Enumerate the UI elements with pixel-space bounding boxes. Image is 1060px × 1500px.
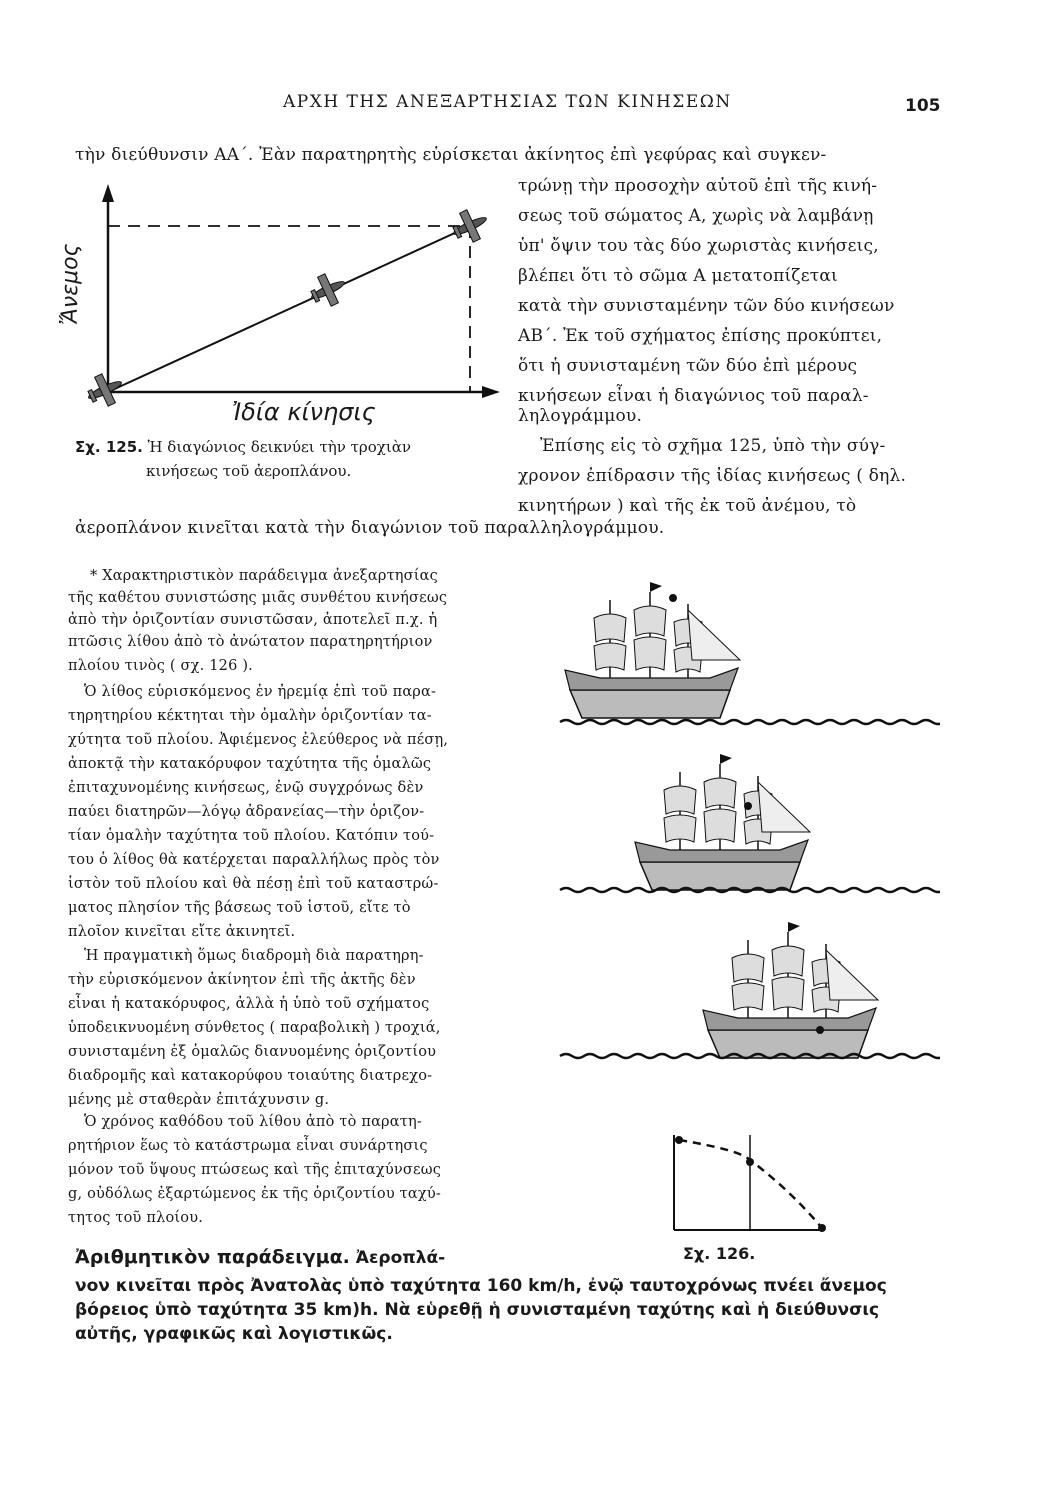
note-line: ἐπιταχυνομένης κινήσεως, ἐνῷ συγχρόνως δὲν <box>68 780 424 796</box>
ship-stone-fall-figure <box>540 560 940 1240</box>
caption-text: Ἡ διαγώνιος δεικνύει τὴν τροχιὰν <box>147 438 411 456</box>
wind-arrowhead <box>102 184 114 202</box>
intro-line: τρώνῃ τὴν προσοχὴν αὐτοῦ ἐπὶ τῆς κινή- <box>518 176 878 196</box>
note-line: ρητήριον ἕως τὸ κατάστρωμα εἶναι συνάρτησις <box>68 1138 428 1154</box>
ship-illustration <box>565 582 740 718</box>
note-line: τηρητηρίου κέκτηται τὴν ὁμαλὴν ὁριζοντίαν τα- <box>68 708 432 724</box>
example-line: βόρειος ὑπὸ ταχύτητα 35 km)h. Νὰ εὑρεθῇ ἡ συνισταμένη ταχύτης καὶ ἡ διεύθυνσις <box>75 1300 880 1320</box>
intro-line: βλέπει ὅτι τὸ σῶμα Α μετατοπίζεται <box>518 266 838 286</box>
own-motion-label: Ἰδία κίνησις <box>232 398 376 426</box>
intro-line: σεως τοῦ σώματος Α, χωρὶς νὰ λαμβάνῃ <box>518 206 874 226</box>
intro-line: ἀεροπλάνον κινεῖται κατὰ τὴν διαγώνιον τοῦ παραλληλογράμμου. <box>75 518 665 538</box>
stone-dot <box>816 1026 824 1034</box>
airplane-icon <box>305 268 351 312</box>
intro-line: ληλογράμμου. <box>518 406 643 426</box>
example-line <box>75 1246 445 1268</box>
stone-dot <box>744 802 752 810</box>
note-line: πλοῖον κινεῖται εἴτε ἀκινητεῖ. <box>68 924 296 940</box>
note-line: ἀπὸ τὴν ὁριζοντίαν συνιστῶσαν, ἀποτελεῖ π.χ. ἡ <box>68 612 438 628</box>
intro-line: τὴν διεύθυνσιν ΑΑ΄. Ἐὰν παρατηρητὴς εὑρίσκεται ἀκίνητος ἐπὶ γεφύρας καὶ συγκεν- <box>75 145 827 165</box>
figure-125-caption-line2: κινήσεως τοῦ ἀεροπλάνου. <box>146 462 352 480</box>
note-line: χύτητα τοῦ πλοίου. Ἀφιέμενος ἐλεύθερος νὰ πέσῃ, <box>68 732 449 748</box>
page-number: 105 <box>905 96 941 116</box>
note-line: τὴν εὑρισκόμενον ἀκίνητον ἐπὶ τῆς ἀκτῆς δὲν <box>68 972 416 988</box>
note-line: του ὁ λίθος θὰ κατέρχεται παραλλήλως πρὸς τὸν <box>68 852 440 868</box>
trajectory-point <box>818 1224 826 1232</box>
note-line: ματος πλησίον τῆς βάσεως τοῦ ἱστοῦ, εἴτε τὸ <box>68 900 411 916</box>
ship-illustration <box>635 754 810 890</box>
diagonal-trajectory <box>108 226 470 392</box>
note-line: πλοίου τινὸς ( σχ. 126 ). <box>68 658 253 674</box>
caption-number: Σχ. 125. <box>75 438 143 456</box>
note-line: Ὁ λίθος εὑρισκόμενος ἐν ἠρεμίᾳ ἐπὶ τοῦ παρα- <box>84 684 437 700</box>
note-line: πτῶσις λίθου ἀπὸ τὸ ἀνώτατον παρατηρητήριον <box>68 634 433 650</box>
note-line: ἱστὸν τοῦ πλοίου καὶ θὰ πέσῃ ἐπὶ τοῦ καταστρώ- <box>68 876 439 892</box>
intro-line: χρονον ἐπίδρασιν τῆς ἰδίας κινήσεως ( δηλ. <box>518 466 907 486</box>
intro-line: Ἐπίσης εἰς τὸ σχῆμα 125, ὑπὸ τὴν σύγ- <box>540 436 886 456</box>
ship-illustration <box>703 922 878 1058</box>
intro-line: ὅτι ἡ συνισταμένη τῶν δύο ἐπὶ μέρους <box>518 356 858 376</box>
trajectory-point <box>746 1158 754 1166</box>
intro-line: κατὰ τὴν συνισταμένην τῶν δύο κινήσεων <box>518 296 895 316</box>
example-text: Ἀεροπλά- <box>355 1248 446 1268</box>
figure-126-caption: Σχ. 126. <box>683 1244 756 1263</box>
note-line: Ὁ χρόνος καθόδου τοῦ λίθου ἀπὸ τὸ παρατη- <box>84 1114 422 1130</box>
note-line: τῆς καθέτου συνιστώσης μιᾶς συνθέτου κινήσεως <box>68 590 448 606</box>
running-header: ΑΡΧΗ ΤΗΣ ΑΝΕΞΑΡΤΗΣΙΑΣ ΤΩΝ ΚΙΝΗΣΕΩΝ <box>283 92 732 112</box>
note-line: παύει διατηρῶν—λόγῳ ἀδρανείας—τὴν ὁριζον- <box>68 804 425 820</box>
airplane-vector-diagram <box>60 180 510 430</box>
intro-line: κινήσεων εἶναι ἡ διαγώνιος τοῦ παραλ- <box>518 386 869 406</box>
figure-125-caption <box>75 438 411 456</box>
airplane-icon <box>82 368 128 412</box>
note-line: διαδρομῆς καὶ κατακορύφου τοιαύτης διατρεχο- <box>68 1068 433 1084</box>
motion-arrowhead <box>482 386 500 398</box>
note-line: μένης μὲ σταθερὰν ἐπιτάχυνσιν g. <box>68 1092 330 1108</box>
note-line: Ἡ πραγματικὴ ὅμως διαδρομὴ διὰ παρατηρη- <box>84 948 424 964</box>
trajectory-point <box>675 1136 683 1144</box>
note-line: τητος τοῦ πλοίου. <box>68 1210 204 1226</box>
note-line: συνισταμένη ἐξ ὁμαλῶς διανυομένης ὁριζοντίου <box>68 1044 437 1060</box>
intro-line: κινητήρων ) καὶ τῆς ἐκ τοῦ ἀνέμου, τὸ <box>518 496 857 516</box>
intro-line: ὑπ' ὄψιν του τὰς δύο χωριστὰς κινήσεις, <box>518 236 879 256</box>
note-line: ὑποδεικνυομένη σύνθετος ( παραβολικὴ ) τροχιά, <box>68 1020 441 1036</box>
note-line: εἶναι ἡ κατακόρυφος, ἀλλὰ ἡ ὑπὸ τοῦ σχήματος <box>68 996 430 1012</box>
sea-waves <box>560 720 940 724</box>
example-line: αὐτῆς, γραφικῶς καὶ λογιστικῶς. <box>75 1324 393 1344</box>
stone-dot <box>669 594 677 602</box>
example-line: νον κινεῖται πρὸς Ἀνατολὰς ὑπὸ ταχύτητα 160 km/h, ἐνῷ ταυτοχρόνως πνέει ἄνεμος <box>75 1276 887 1296</box>
note-line: * Χαρακτηριστικὸν παράδειγμα ἀνεξαρτησίας <box>90 568 438 584</box>
note-line: g, οὐδόλως ἐξαρτώμενος ἐκ τῆς ὁριζοντίου ταχύ- <box>68 1186 441 1202</box>
note-line: τίαν ὁμαλὴν ταχύτητα τοῦ πλοίου. Κατόπιν τού- <box>68 828 435 844</box>
note-line: μόνον τοῦ ὕψους πτώσεως καὶ τῆς ἐπιταχύνσεως <box>68 1162 442 1178</box>
example-heading: Ἀριθμητικὸν παράδειγμα. <box>75 1246 350 1268</box>
intro-line: ΑΒ΄. Ἐκ τοῦ σχήματος ἐπίσης προκύπτει, <box>518 326 883 346</box>
note-line: ἀποκτᾷ τὴν κατακόρυφον ταχύτητα τῆς ὁμαλῶς <box>68 756 432 772</box>
wind-label: Ἄνεμος <box>58 243 83 325</box>
